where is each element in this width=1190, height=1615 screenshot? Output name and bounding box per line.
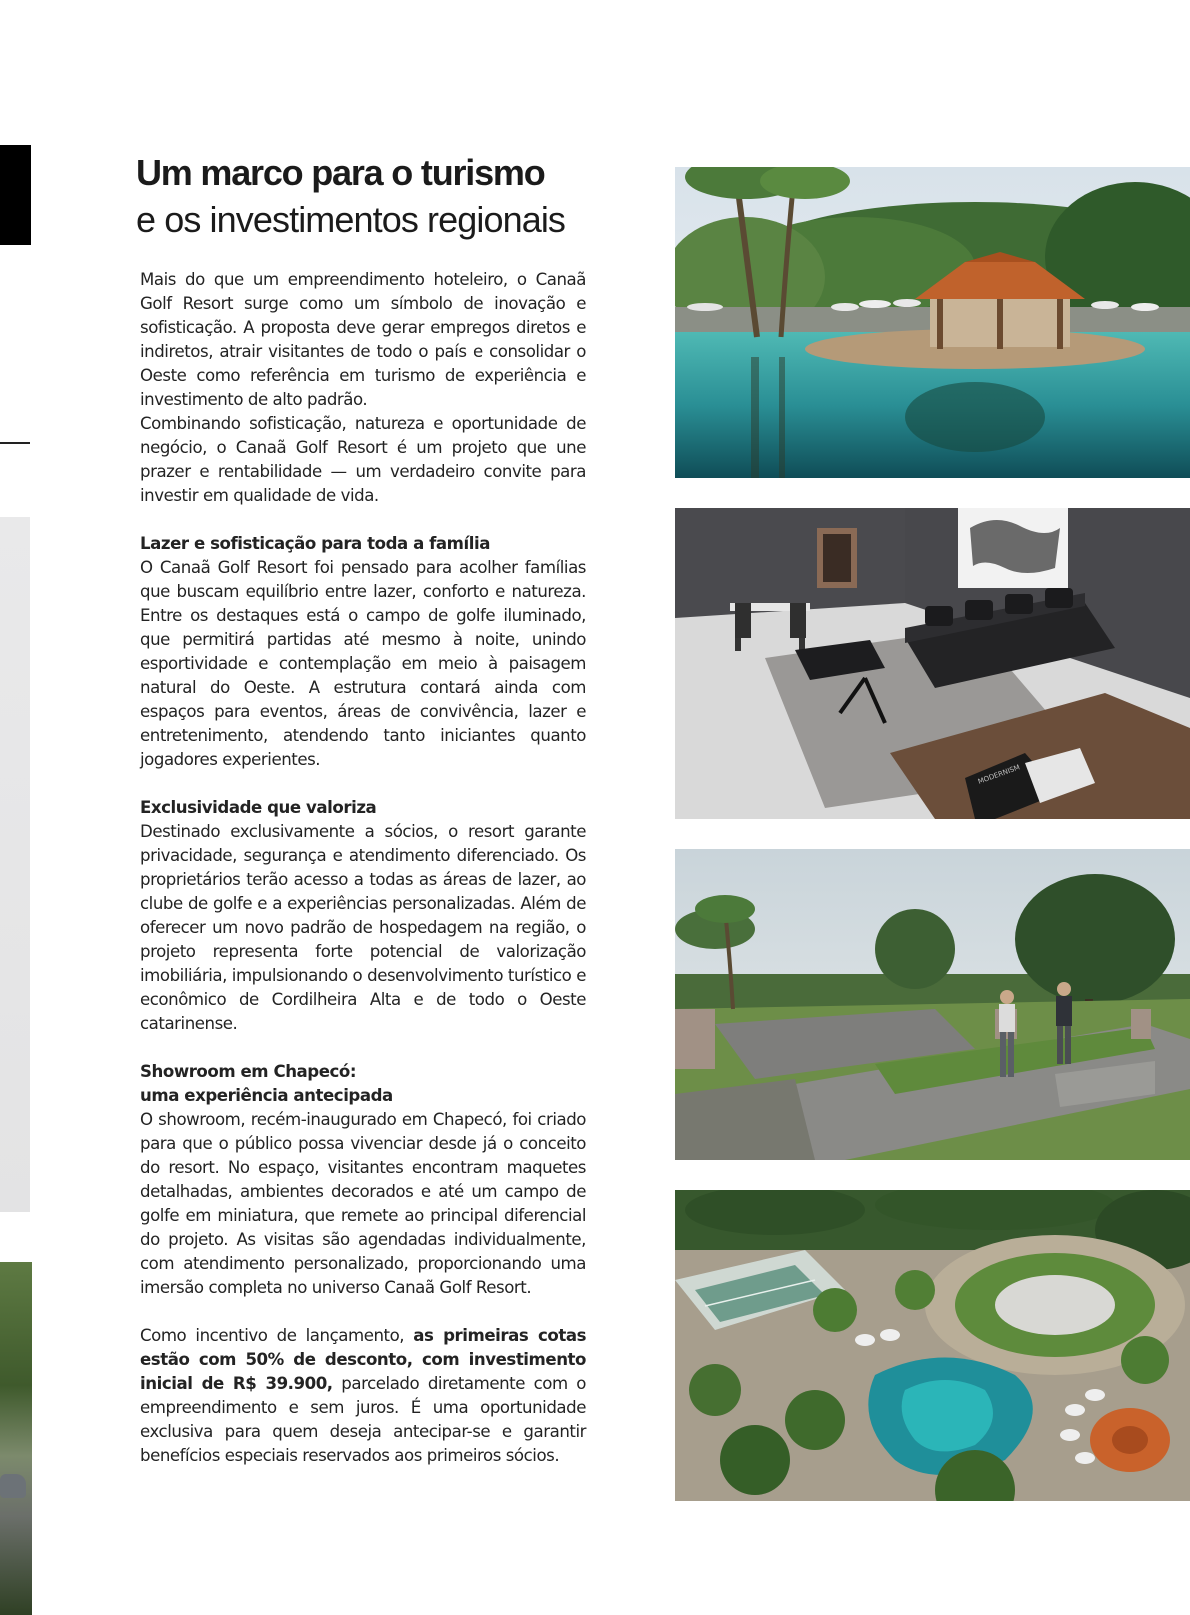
headline-line-1: Um marco para o turismo [136,152,545,193]
intro-paragraph-1: Mais do que um empreendimento hoteleiro, o Canaã Golf Resort surge como um símbolo de inovação e sofisticação. A proposta deve gerar empregos diretos e indiretos, atrair visitantes de todo o país e consolidar o Oeste como referência em turismo de experiência e investimento de alto padrão. [140,270,586,409]
adjacent-page-rule [0,442,30,444]
adjacent-page-gray-panel [0,517,30,1212]
section-body-exclusividade: Destinado exclusivamente a sócios, o resort garante privacidade, segurança e atendimento diferenciado. Os proprietários terão acesso a todas as áreas de lazer, ao clube de golfe e a experiências personalizadas. Além de oferecer um novo padrão de hospedagem na região, o projeto representa forte potencial de valorização imobiliária, impulsionando o desenvolvimento turístico e econômico de Cordilheira Alta e de todo o Oeste catarinense. [140,822,586,1033]
headline-line-2: e os investimentos regionais [136,199,566,240]
pool-gazebo-illustration [675,167,1190,478]
photo-aerial-resort [675,1190,1190,1501]
section-body-lazer: O Canaã Golf Resort foi pensado para acolher famílias que buscam equilíbrio entre lazer, conforto e natureza. Entre os destaques está o campo de golfe iluminado, que permitirá partidas até mesmo à noite, unindo esportividade e contemplação em meio à paisagem natural do Oeste. A estrutura contará ainda com espaços para eventos, áreas de convivência, lazer e entretenimento, atendendo tanto iniciantes quanto jogadores experientes. [140,558,586,769]
intro-paragraph-2: Combinando sofisticação, natureza e oportunidade de negócio, o Canaã Golf Resort é um projeto que une prazer e rentabilidade — um verdadeiro convite para investir em qualidade de vida. [140,414,586,505]
photo-pool-gazebo [675,167,1190,478]
article-body [140,268,586,1468]
aerial-resort-illustration [675,1190,1190,1501]
section-title-showroom-2: uma experiência antecipada [140,1086,393,1105]
closing-highlight: as primeiras cotas estão com 50% de desconto, com investimento inicial de R$ 39.900, [140,1326,586,1393]
closing-paragraph [140,1324,586,1468]
living-room-illustration [675,508,1190,819]
closing-rest: parcelado diretamente com o empreendimento e sem juros. É uma oportunidade exclusiva para quem deseja antecipar-se e garantir benefícios especiais reservados aos primeiros sócios. [140,1374,586,1465]
adjacent-page-photo-strip [0,1262,32,1615]
adjacent-page-black-tab [0,145,31,245]
section-title-exclusividade: Exclusividade que valoriza [140,798,377,817]
section-body-showroom: O showroom, recém-inaugurado em Chapecó, foi criado para que o público possa vivenciar desde já o conceito do resort. No espaço, visitantes encontram maquetes detalhadas, ambientes decorados e até um campo de golfe em miniatura, que remete ao principal diferencial do projeto. As visitas são agendadas individualmente, com atendimento personalizado, proporcionando uma imersão completa no universo Canaã Golf Resort. [140,1110,586,1297]
section-title-showroom-1: Showroom em Chapecó: [140,1062,357,1081]
section-title-lazer: Lazer e sofisticação para toda a família [140,534,490,553]
closing-lead: Como incentivo de lançamento, [140,1326,414,1345]
book-cover-text: MODERNISM [976,763,1022,786]
photo-mini-golf [675,849,1190,1160]
adjacent-page-car [0,1474,26,1498]
article-headline [136,150,606,244]
photo-living-room [675,508,1190,819]
mini-golf-illustration [675,849,1190,1160]
